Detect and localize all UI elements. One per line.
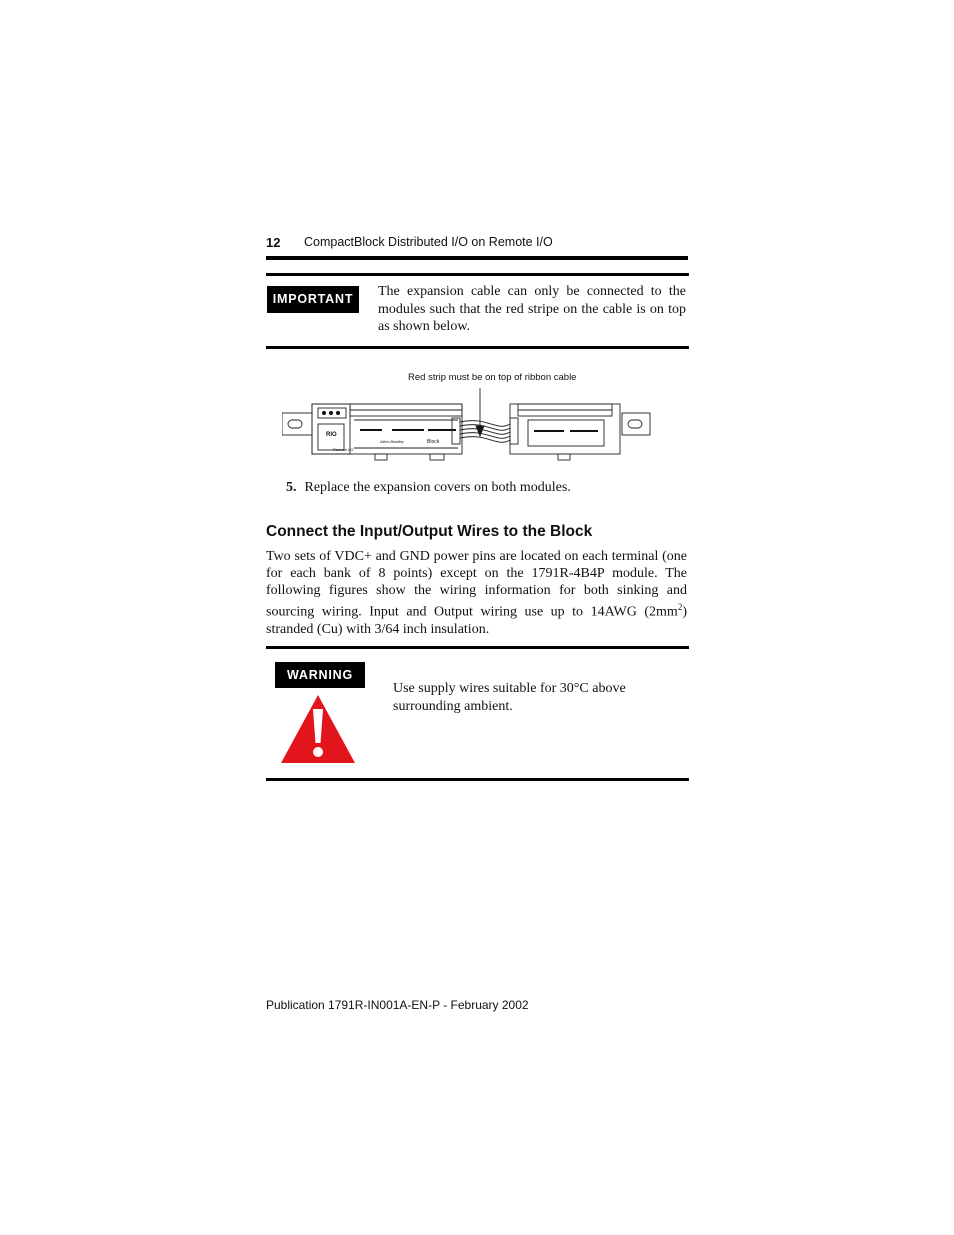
expansion-cable-diagram	[282, 386, 652, 466]
warning-bottom-rule	[266, 778, 689, 781]
important-text: The expansion cable can only be connected to the modules such that the red stripe on the cable is on top as shown below.	[378, 284, 686, 334]
figure-caption: Red strip must be on top of ribbon cable	[408, 372, 577, 383]
arrow-head	[476, 426, 484, 436]
warning-triangle-icon	[279, 693, 357, 765]
step-5	[286, 480, 571, 496]
module-left-label: Block	[427, 439, 440, 445]
important-badge: IMPORTANT	[267, 286, 359, 313]
warning-top-rule	[266, 646, 689, 649]
module-right	[510, 404, 620, 460]
din-rail-slot-right	[628, 420, 642, 428]
important-top-rule	[266, 273, 689, 276]
page-number: 12	[266, 235, 281, 250]
warning-text: Use supply wires suitable for 30°C above surrounding ambient.	[393, 681, 626, 714]
din-rail-slot-left	[288, 420, 302, 428]
module-left-mark: RIO	[326, 432, 337, 438]
step-text: Replace the expansion covers on both modules.	[304, 480, 571, 495]
module-left-brand: Allen-Bradley	[380, 439, 404, 444]
important-bottom-rule	[266, 346, 689, 349]
din-rail-left	[282, 413, 312, 435]
warning-badge: WARNING	[275, 662, 365, 688]
body-superscript: 2	[677, 602, 683, 612]
section-heading: Connect the Input/Output Wires to the Block	[266, 523, 593, 540]
body-part-2: ) stranded (Cu) with 3/64 inch insulation.	[266, 604, 687, 637]
body-part-1: Two sets of VDC+ and GND power pins are located on each terminal (one for each bank of 8 points) except on the 1791R-4B4P module. The following figures show the wiring information for both sinking and sourcing wiring. Input and Output wiring use up to 14AWG (2mm	[266, 549, 687, 620]
module-left-side: Remote I/O	[333, 447, 354, 452]
header-rule	[266, 256, 688, 260]
footer-publication: Publication 1791R-IN001A-EN-P - February 2002	[266, 998, 529, 1012]
din-rail-right	[622, 413, 650, 435]
running-header-title: CompactBlock Distributed I/O on Remote I/O	[304, 235, 553, 249]
section-body	[266, 548, 687, 638]
step-number: 5.	[286, 480, 297, 495]
